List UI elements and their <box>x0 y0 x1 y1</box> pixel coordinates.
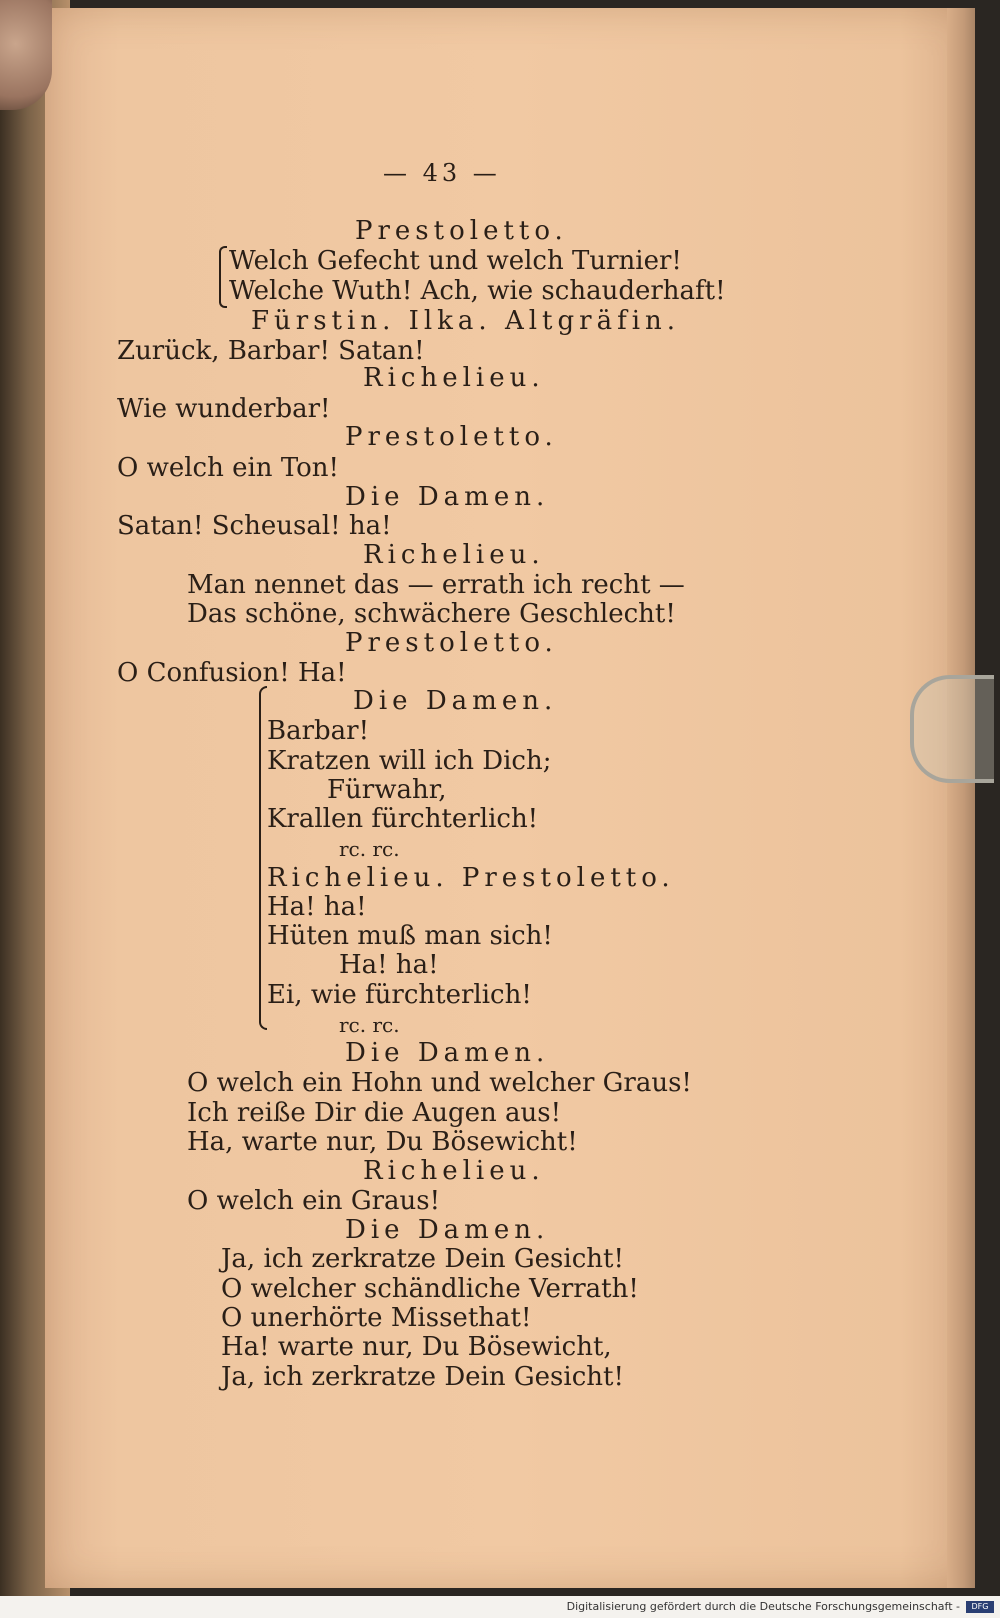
brace <box>259 686 267 1030</box>
verse-line: Wie wunderbar! <box>117 394 331 424</box>
verse-line: Ha! ha! <box>339 950 439 980</box>
verse-line: Ja, ich zerkratze Dein Gesicht! <box>221 1244 624 1274</box>
dfg-logo: DFG <box>966 1601 994 1613</box>
speaker-heading: Richelieu. <box>363 363 545 393</box>
verse-line: Man nennet das — errath ich recht — <box>187 570 685 600</box>
verse-line: O Confusion! Ha! <box>117 658 347 688</box>
speaker-heading: Die Damen. <box>345 1038 550 1068</box>
verse-line: Kratzen will ich Dich; <box>267 746 552 776</box>
speaker-heading: Fürstin. Ilka. Altgräfin. <box>251 306 681 336</box>
paper-clip <box>910 675 994 783</box>
verse-line: Hüten muß man sich! <box>267 921 553 951</box>
speaker-heading: Die Damen. <box>353 686 558 716</box>
verse-line: Barbar! <box>267 716 370 746</box>
verse-line: rc. rc. <box>339 837 400 861</box>
speaker-heading: Prestoletto. <box>345 422 558 452</box>
verse-line: Ich reiße Dir die Augen aus! <box>187 1098 562 1128</box>
speaker-heading: Die Damen. <box>345 1215 550 1245</box>
speaker-heading: Prestoletto. <box>345 628 558 658</box>
footer-text: Digitalisierung gefördert durch die Deutsche Forschungsgemeinschaft - <box>566 1600 960 1613</box>
speaker-heading: Richelieu. <box>363 540 545 570</box>
verse-line: Krallen fürchterlich! <box>267 804 539 834</box>
verse-line: Ja, ich zerkratze Dein Gesicht! <box>221 1362 624 1392</box>
verse-line: Welche Wuth! Ach, wie schauderhaft! <box>229 276 726 306</box>
verse-line: Ha! ha! <box>267 892 367 922</box>
verse-line: O welch ein Ton! <box>117 453 339 483</box>
page-number: — 43 — <box>383 159 501 187</box>
book-page <box>45 8 975 1588</box>
brace <box>219 246 227 308</box>
verse-line: Ha! warte nur, Du Bösewicht, <box>221 1332 612 1362</box>
verse-line: O welcher schändliche Verrath! <box>221 1274 639 1304</box>
thumb-holding-page <box>0 0 52 110</box>
verse-line: O unerhörte Missethat! <box>221 1303 532 1333</box>
speaker-heading: Richelieu. Prestoletto. <box>267 863 675 893</box>
speaker-heading: Die Damen. <box>345 482 550 512</box>
attribution-footer <box>0 1596 1000 1618</box>
verse-line: Zurück, Barbar! Satan! <box>117 336 425 366</box>
verse-line: Satan! Scheusal! ha! <box>117 511 392 541</box>
speaker-heading: Prestoletto. <box>355 216 568 246</box>
verse-line: O welch ein Hohn und welcher Graus! <box>187 1068 692 1098</box>
verse-line: Das schöne, schwächere Geschlecht! <box>187 599 676 629</box>
verse-line: O welch ein Graus! <box>187 1186 441 1216</box>
speaker-heading: Richelieu. <box>363 1156 545 1186</box>
verse-line: Fürwahr, <box>327 775 447 805</box>
verse-line: Ei, wie fürchterlich! <box>267 980 532 1010</box>
verse-line: Welch Gefecht und welch Turnier! <box>229 246 682 276</box>
verse-line: rc. rc. <box>339 1013 400 1037</box>
verse-line: Ha, warte nur, Du Bösewicht! <box>187 1127 578 1157</box>
page-text <box>45 8 975 1588</box>
